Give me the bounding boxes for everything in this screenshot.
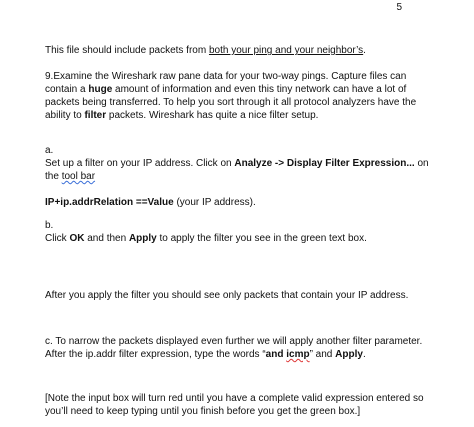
step-b-c: to apply the filter you see in the green text box. xyxy=(156,233,367,244)
step-c-line-2b: ” and xyxy=(309,349,336,360)
step-c-line-2c: . xyxy=(362,349,366,360)
page-number: 5 xyxy=(396,2,402,13)
step-a-paragraph xyxy=(45,144,435,183)
step-a-menu-path: Analyze -> Display Filter Expression... xyxy=(234,158,415,169)
step-a-label: a. xyxy=(45,145,54,156)
note-line-2: you’ll need to keep typing until you finish before you get the green box.] xyxy=(45,406,361,417)
after-filter-paragraph xyxy=(45,289,435,302)
step-b-b: and then xyxy=(84,233,129,244)
item-9-line-1: 9.Examine the Wireshark raw pane data for your two-way pings. Capture files can xyxy=(45,71,407,82)
after-filter-text: After you apply the filter you should see only packets that contain your IP address. xyxy=(45,290,409,301)
step-c-line-1: c. To narrow the packets displayed even further we will apply another filter parameter. xyxy=(45,336,423,347)
item-9-line-3: packets being transferred. To help you sort through it all protocol analyzers have the xyxy=(45,97,417,108)
expression-line xyxy=(45,196,435,209)
step-b-a: Click xyxy=(45,233,70,244)
intro-suffix: . xyxy=(363,45,366,56)
item-9-line-2b: amount of information and even this tiny network can have a lot of xyxy=(112,84,407,95)
step-c-apply: Apply xyxy=(335,349,363,360)
intro-underlined: both your ping and your neighbor’s xyxy=(208,45,364,56)
item-9-line-2a: contain a xyxy=(45,84,89,95)
step-c-paragraph xyxy=(45,335,435,361)
note-paragraph xyxy=(45,392,435,418)
expression-bold: IP+ip.addrRelation ==Value xyxy=(45,197,174,208)
step-b-label: b. xyxy=(45,220,54,231)
note-line-1: [Note the input box will turn red until you have a complete valid expression entered so xyxy=(45,393,424,404)
step-c-line-2a: After the ip.addr filter expression, type the words “ xyxy=(45,349,266,360)
step-c-and: and xyxy=(265,349,287,360)
expression-rest: (your IP address). xyxy=(173,197,256,208)
step-b-paragraph xyxy=(45,219,435,245)
step-c-icmp: icmp xyxy=(286,349,310,360)
step-a-line-1b: on xyxy=(414,158,429,169)
step-b-ok: OK xyxy=(69,233,85,244)
item-9-line-4a: ability to xyxy=(45,110,85,121)
step-b-apply: Apply xyxy=(128,233,157,244)
step-a-line-1a: Set up a filter on your IP address. Click on xyxy=(45,158,235,169)
item-9-filter: filter xyxy=(84,110,107,121)
item-9-line-4b: packets. Wireshark has quite a nice filter setup. xyxy=(106,110,319,121)
step-a-tool-bar: tool bar xyxy=(61,171,96,182)
intro-prefix: This file should include packets from xyxy=(45,45,209,56)
step-a-line-2a: the xyxy=(45,171,62,182)
intro-paragraph xyxy=(45,44,435,57)
item-9-paragraph xyxy=(45,70,435,122)
item-9-huge: huge xyxy=(88,84,113,95)
